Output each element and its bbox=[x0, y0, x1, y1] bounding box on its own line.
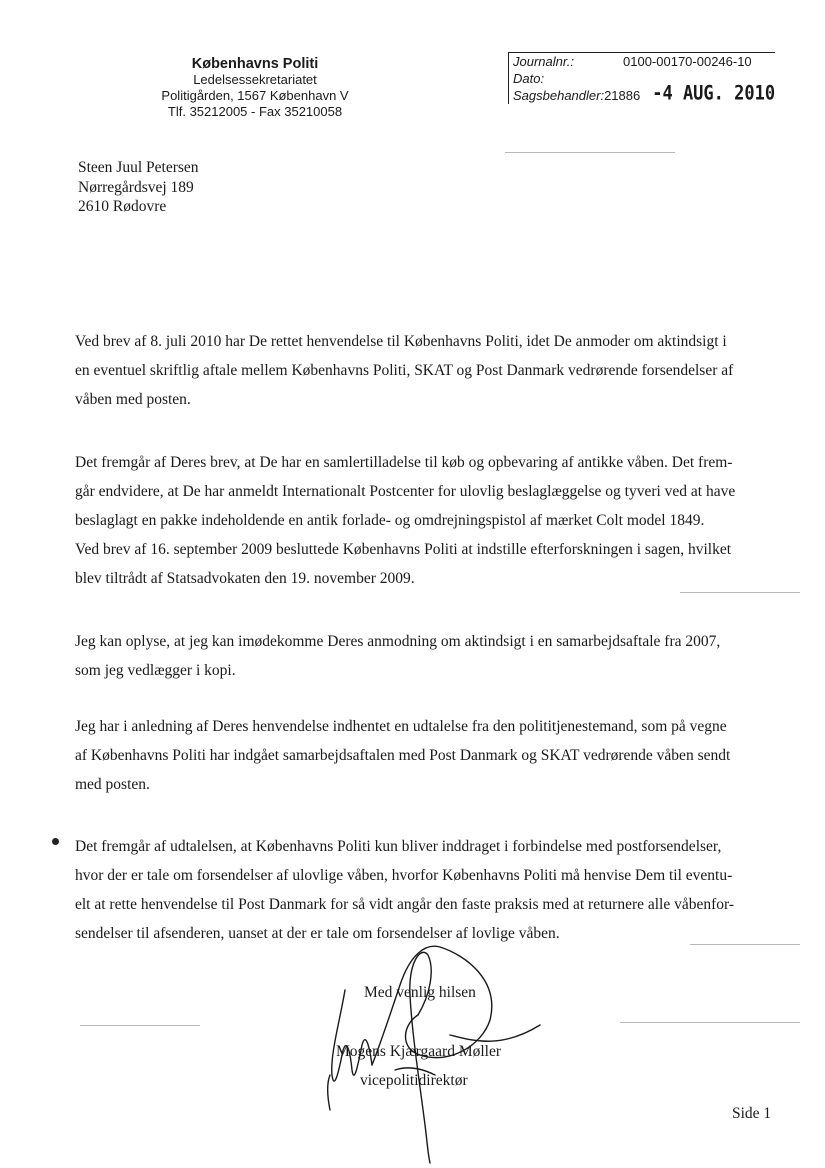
paragraph-line: af Københavns Politi har indgået samarbejdsaftalen med Post Danmark og SKAT vedrørende våben sendt bbox=[75, 747, 731, 764]
paragraph-line: beslaglagt en pakke indeholdende en antik forlade- og omdrejningspistol af mærket Colt model 1849. bbox=[75, 512, 705, 529]
sender-phone-fax: Tlf. 35212005 - Fax 35210058 bbox=[167, 104, 343, 119]
scan-speck bbox=[620, 1022, 800, 1023]
paragraph-line: går endvidere, at De har anmeldt Internationalt Postcenter for ulovlig beslaglæggelse og tyveri ved at have bbox=[75, 483, 736, 500]
date-stamp: -4 AUG. 2010 bbox=[652, 82, 776, 106]
paragraph-access-granted bbox=[75, 627, 787, 685]
journal-number: 0100-00170-00246-10 bbox=[623, 54, 752, 69]
signer-name: Mogens Kjærgaard Møller bbox=[336, 1043, 502, 1060]
paragraph-line: blev tiltrådt af Statsadvokaten den 19. november 2009. bbox=[75, 570, 415, 587]
paragraph-line: som jeg vedlægger i kopi. bbox=[75, 662, 236, 679]
paragraph-line: Jeg kan oplyse, at jeg kan imødekomme Deres anmodning om aktindsigt i en samarbejdsaftale fra 2007, bbox=[75, 633, 721, 650]
margin-mark bbox=[52, 838, 59, 845]
sender-department: Ledelsessekretariatet bbox=[193, 72, 317, 87]
paragraph-background bbox=[75, 448, 787, 593]
closing-greeting: Med venlig hilsen bbox=[364, 984, 476, 1001]
recipient-city: 2610 Rødovre bbox=[78, 198, 167, 215]
page-number: Side 1 bbox=[732, 1105, 772, 1122]
paragraph-line: Ved brev af 8. juli 2010 har De rettet henvendelse til Københavns Politi, idet De anmoder om aktindsigt i bbox=[75, 333, 727, 350]
sender-organization: Københavns Politi bbox=[191, 56, 319, 72]
recipient-street: Nørregårdsvej 189 bbox=[78, 178, 194, 196]
signer-title: vicepolitidirektør bbox=[360, 1072, 468, 1089]
handler-id: 21886 bbox=[604, 88, 641, 103]
sender-block bbox=[130, 56, 380, 120]
journal-label: Journalnr.: bbox=[513, 54, 574, 69]
paragraph-line: hvor der er tale om forsendelser af ulovlige våben, hvorfor Københavns Politi må henvise Dem til eventu- bbox=[75, 867, 733, 884]
scan-speck bbox=[690, 944, 800, 945]
paragraph-line: sendelser til afsenderen, uanset at der er tale om forsendelser af lovlige våben. bbox=[75, 925, 560, 942]
scan-speck bbox=[680, 592, 800, 593]
scan-speck bbox=[80, 1025, 200, 1026]
date-label: Dato: bbox=[513, 71, 545, 86]
paragraph-line: Ved brev af 16. september 2009 besluttede Københavns Politi at indstille efterforskningen i sagen, hvilket bbox=[75, 541, 732, 558]
paragraph-request bbox=[75, 327, 787, 414]
reference-box bbox=[508, 52, 775, 104]
paragraph-line: en eventuel skriftlig aftale mellem Københavns Politi, SKAT og Post Danmark vedrørende forsendelser af bbox=[75, 362, 734, 379]
recipient-address bbox=[78, 158, 199, 217]
paragraph-line: Jeg har i anledning af Deres henvendelse indhentet en udtalelse fra den polititjenestemand, som på vegne bbox=[75, 718, 727, 735]
handler-label: Sagsbehandler: bbox=[513, 88, 605, 103]
paragraph-line: Det fremgår af Deres brev, at De har en samlertilladelse til køb og opbevaring af antikke våben. Det frem- bbox=[75, 454, 733, 471]
paragraph-line: med posten. bbox=[75, 776, 150, 793]
scan-speck bbox=[505, 152, 675, 153]
recipient-name: Steen Juul Petersen bbox=[78, 159, 199, 176]
paragraph-line: våben med posten. bbox=[75, 391, 191, 408]
paragraph-line: Det fremgår af udtalelsen, at Københavns Politi kun bliver inddraget i forbindelse med postforsendelser, bbox=[75, 838, 722, 855]
paragraph-statement bbox=[75, 712, 787, 799]
paragraph-line: elt at rette henvendelse til Post Danmark for så vidt angår den faste praksis med at returnere alle våbenfor- bbox=[75, 896, 735, 913]
sender-address: Politigården, 1567 København V bbox=[161, 88, 349, 103]
